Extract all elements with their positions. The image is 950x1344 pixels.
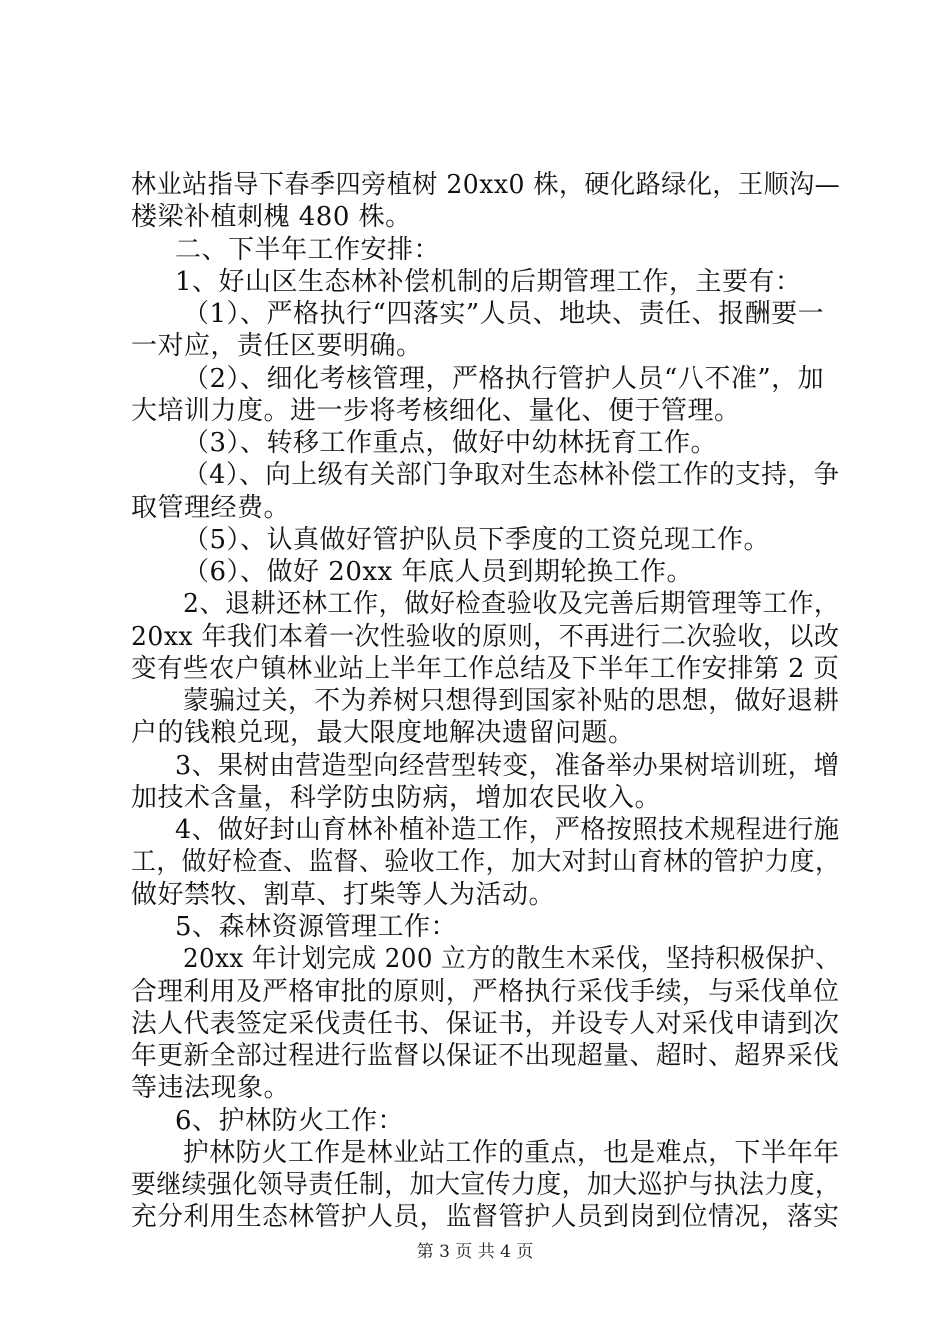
body-line: 加技术含量，科学防虫防病，增加农民收入。 (131, 783, 662, 813)
body-line: 20xx 年我们本着一次性验收的原则，不再进行二次验收，以改 (131, 622, 840, 652)
body-line: 20xx 年计划完成 200 立方的散生木采伐，坚持积极保护、 (183, 944, 841, 974)
body-line: 蒙骗过关，不为养树只想得到国家补贴的思想，做好退耕 (183, 686, 840, 716)
body-line: 取管理经费。 (131, 493, 291, 523)
body-line: 变有些农户镇林业站上半年工作总结及下半年工作安排第 2 页 (131, 654, 840, 684)
list-heading: 5、森林资源管理工作： (175, 912, 458, 942)
list-heading: 3、果树由营造型向经营型转变，准备举办果树培训班，增 (175, 751, 840, 781)
body-line: （3）、转移工作重点，做好中幼林抚育工作。 (183, 428, 718, 458)
list-heading: 6、护林防火工作： (175, 1106, 405, 1136)
body-line: 年更新全部过程进行监督以保证不出现超量、超时、超界采伐 (131, 1041, 840, 1071)
list-heading: 1、好山区生态林补偿机制的后期管理工作，主要有： (175, 267, 802, 297)
body-line: （4）、向上级有关部门争取对生态林补偿工作的支持，争 (183, 460, 840, 490)
body-line: 要继续强化领导责任制，加大宣传力度，加大巡护与执法力度， (131, 1170, 841, 1200)
body-line: 充分利用生态林管护人员，监督管护人员到岗到位情况，落实 (131, 1202, 840, 1232)
body-line: 法人代表签定采伐责任书、保证书，并设专人对采伐申请到次 (131, 1009, 840, 1039)
body-line: （1）、严格执行“四落实”人员、地块、责任、报酬要一 (183, 299, 825, 329)
list-heading: 4、做好封山育林补植补造工作，严格按照技术规程进行施 (175, 815, 840, 845)
body-line: 林业站指导下春季四旁植树 20xx0 株，硬化路绿化，王顺沟— (131, 170, 841, 200)
list-heading: 2、退耕还林工作，做好检查验收及完善后期管理等工作， (183, 589, 840, 619)
body-line: 一对应，责任区要明确。 (131, 331, 423, 361)
page-number-footer: 第 3 页 共 4 页 (416, 1242, 534, 1262)
body-line: 等违法现象。 (131, 1073, 291, 1103)
body-line: （6）、做好 20xx 年底人员到期轮换工作。 (183, 557, 693, 587)
body-line: 合理利用及严格审批的原则，严格执行采伐手续，与采伐单位 (131, 977, 840, 1007)
body-line: （5）、认真做好管护队员下季度的工资兑现工作。 (183, 525, 771, 555)
body-line: 大培训力度。进一步将考核细化、量化、便于管理。 (131, 396, 741, 426)
body-line: 工，做好检查、监督、验收工作，加大对封山育林的管护力度， (131, 847, 841, 877)
body-line: （2）、细化考核管理，严格执行管护人员“八不准”，加 (183, 364, 825, 394)
body-line: 楼梁补植刺槐 480 株。 (131, 202, 412, 232)
body-line: 户的钱粮兑现，最大限度地解决遗留问题。 (131, 718, 635, 748)
body-line: 护林防火工作是林业站工作的重点，也是难点，下半年年 (183, 1138, 840, 1168)
body-line: 做好禁牧、割草、打柴等人为活动。 (131, 880, 556, 910)
section-heading: 二、下半年工作安排： (175, 235, 441, 265)
